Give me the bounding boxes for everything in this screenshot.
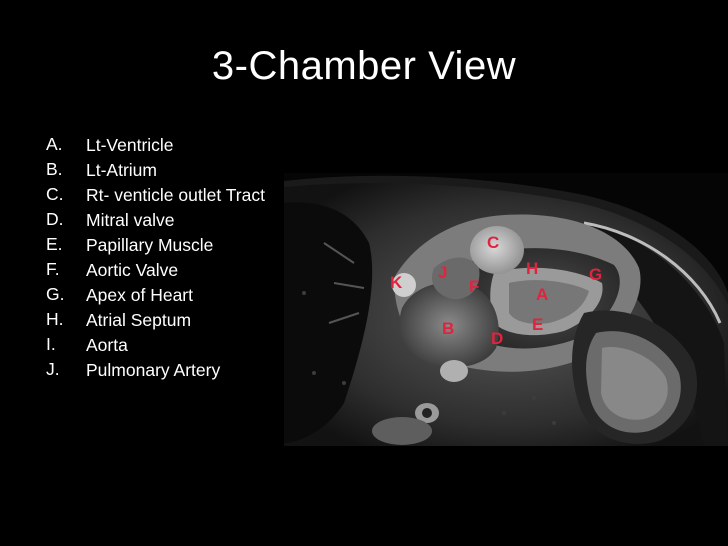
legend-text: Lt-Ventricle (86, 134, 174, 155)
mri-label-f: F (469, 277, 480, 296)
legend-item (46, 132, 286, 157)
legend-letter: B. (46, 159, 63, 179)
legend-letter: H. (46, 309, 64, 329)
legend-list (46, 132, 286, 382)
legend-item (46, 207, 286, 232)
mri-label-h: H (526, 259, 539, 278)
legend-text: Lt-Atrium (86, 159, 157, 180)
legend-text: Atrial Septum (86, 309, 192, 330)
legend-item (46, 332, 286, 357)
mri-label-g: G (589, 265, 603, 284)
legend-letter: J. (46, 359, 60, 379)
slide-title: 3-Chamber View (211, 44, 517, 88)
mri-label-a: A (536, 285, 549, 304)
legend-text: Apex of Heart (86, 284, 193, 305)
legend-letter: I. (46, 334, 56, 354)
legend-letter: E. (46, 234, 63, 254)
legend-text: Rt- venticle outlet Tract (86, 184, 265, 205)
legend-item (46, 157, 286, 182)
mri-label-j: J (438, 263, 448, 282)
legend-item (46, 257, 286, 282)
legend-text: Aorta (86, 334, 128, 355)
legend-letter: G. (46, 284, 65, 304)
mri-illustration (284, 173, 728, 446)
legend-item (46, 182, 286, 207)
legend-item (46, 357, 286, 382)
legend-item (46, 282, 286, 307)
legend-item (46, 232, 286, 257)
mri-label-b: B (442, 319, 455, 338)
legend-text: Pulmonary Artery (86, 359, 221, 380)
legend-letter: F. (46, 259, 60, 279)
mri-label-k: K (390, 273, 403, 292)
mri-label-d: D (491, 329, 504, 348)
mri-label-c: C (487, 233, 500, 252)
legend-item (46, 307, 286, 332)
legend-letter: D. (46, 209, 64, 229)
mri-label-e: E (532, 315, 544, 334)
legend-text: Mitral valve (86, 209, 175, 230)
legend-letter: C. (46, 184, 64, 204)
legend-text: Aortic Valve (86, 259, 179, 280)
legend-letter: A. (46, 134, 63, 154)
mri-image (284, 173, 728, 446)
legend-text: Papillary Muscle (86, 234, 214, 255)
